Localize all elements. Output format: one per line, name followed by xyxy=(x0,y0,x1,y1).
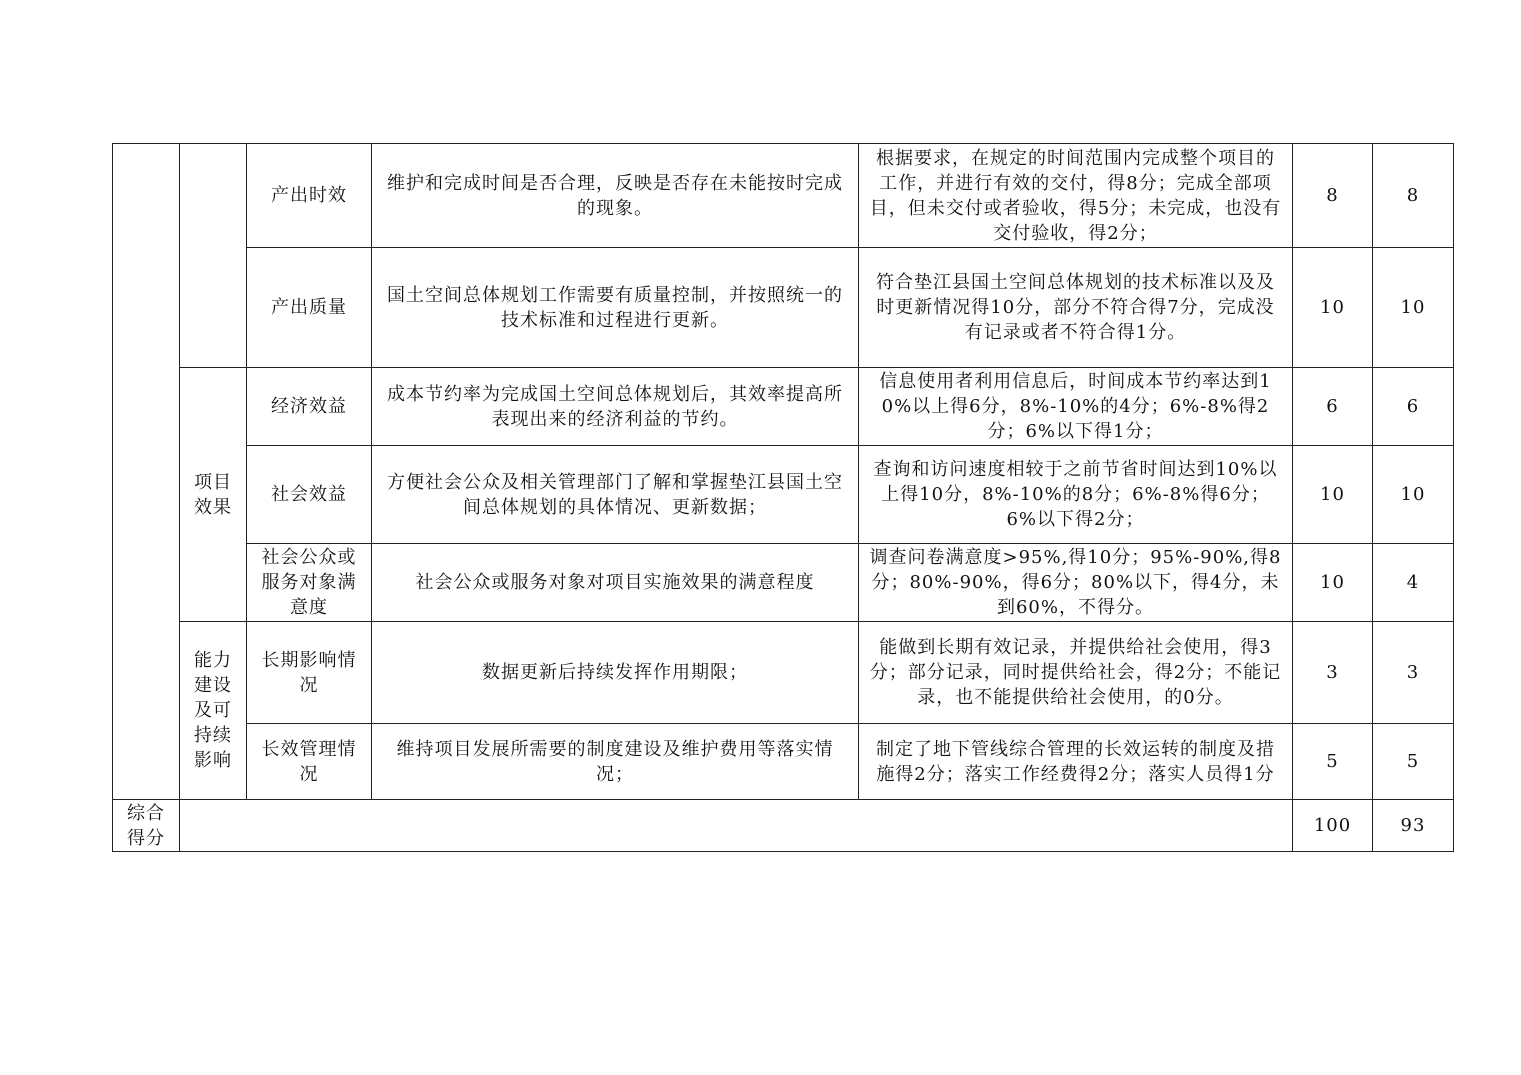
weight-cell: 10 xyxy=(1293,446,1373,544)
scoring-criteria-cell: 制定了地下管线综合管理的长效运转的制度及措施得2分；落实工作经费得2分；落实人员得1分 xyxy=(859,724,1293,800)
secondary-category-cell xyxy=(180,144,247,368)
scoring-criteria-cell: 信息使用者利用信息后，时间成本节约率达到10%以上得6分，8%-10%的4分；6%-8%得2分；6%以下得1分； xyxy=(859,368,1293,446)
score-cell: 4 xyxy=(1373,544,1454,622)
table-row xyxy=(113,144,1454,248)
scoring-criteria-cell: 能做到长期有效记录，并提供给社会使用，得3分；部分记录，同时提供给社会，得2分；不能记录，也不能提供给社会使用，的0分。 xyxy=(859,622,1293,724)
indicator-content-cell: 国土空间总体规划工作需要有质量控制，并按照统一的技术标准和过程进行更新。 xyxy=(372,248,859,368)
score-cell: 3 xyxy=(1373,622,1454,724)
scoring-criteria-cell: 根据要求，在规定的时间范围内完成整个项目的工作，并进行有效的交付，得8分；完成全部项目，但未交付或者验收，得5分；未完成，也没有交付验收，得2分； xyxy=(859,144,1293,248)
indicator-cell: 长效管理情况 xyxy=(247,724,372,800)
indicator-cell: 产出质量 xyxy=(247,248,372,368)
scoring-criteria-cell: 查询和访问速度相较于之前节省时间达到10%以上得10分，8%-10%的8分；6%-8%得6分；6%以下得2分； xyxy=(859,446,1293,544)
score-cell: 8 xyxy=(1373,144,1454,248)
total-blank-cell xyxy=(180,800,1293,852)
weight-cell: 10 xyxy=(1293,248,1373,368)
total-score-cell: 93 xyxy=(1373,800,1454,852)
weight-cell: 10 xyxy=(1293,544,1373,622)
score-cell: 6 xyxy=(1373,368,1454,446)
scoring-criteria-cell: 符合垫江县国土空间总体规划的技术标准以及及时更新情况得10分，部分不符合得7分，完成没有记录或者不符合得1分。 xyxy=(859,248,1293,368)
indicator-cell: 长期影响情况 xyxy=(247,622,372,724)
weight-cell: 6 xyxy=(1293,368,1373,446)
primary-category-cell xyxy=(113,144,180,800)
table-row xyxy=(113,724,1454,800)
indicator-content-cell: 方便社会公众及相关管理部门了解和掌握垫江县国土空间总体规划的具体情况、更新数据； xyxy=(372,446,859,544)
total-label-cell: 综合得分 xyxy=(113,800,180,852)
scoring-criteria-cell: 调查问卷满意度>95%,得10分；95%-90%,得8分；80%-90%，得6分；80%以下，得4分，未到60%，不得分。 xyxy=(859,544,1293,622)
total-row xyxy=(113,800,1454,852)
indicator-cell: 产出时效 xyxy=(247,144,372,248)
score-cell: 10 xyxy=(1373,248,1454,368)
table-row xyxy=(113,544,1454,622)
indicator-cell: 经济效益 xyxy=(247,368,372,446)
indicator-content-cell: 维持项目发展所需要的制度建设及维护费用等落实情况； xyxy=(372,724,859,800)
weight-cell: 5 xyxy=(1293,724,1373,800)
indicator-content-cell: 维护和完成时间是否合理，反映是否存在未能按时完成的现象。 xyxy=(372,144,859,248)
weight-cell: 8 xyxy=(1293,144,1373,248)
indicator-content-cell: 数据更新后持续发挥作用期限； xyxy=(372,622,859,724)
table-row xyxy=(113,446,1454,544)
table-row xyxy=(113,368,1454,446)
indicator-content-cell: 成本节约率为完成国土空间总体规划后，其效率提高所表现出来的经济利益的节约。 xyxy=(372,368,859,446)
performance-evaluation-table xyxy=(112,143,1454,852)
score-cell: 5 xyxy=(1373,724,1454,800)
indicator-cell: 社会公众或服务对象满意度 xyxy=(247,544,372,622)
score-cell: 10 xyxy=(1373,446,1454,544)
table-row xyxy=(113,248,1454,368)
group-label-cell: 项目效果 xyxy=(180,368,247,622)
indicator-cell: 社会效益 xyxy=(247,446,372,544)
table-row xyxy=(113,622,1454,724)
total-weight-cell: 100 xyxy=(1293,800,1373,852)
group-label-cell: 能力建设及可持续影响 xyxy=(180,622,247,800)
indicator-content-cell: 社会公众或服务对象对项目实施效果的满意程度 xyxy=(372,544,859,622)
weight-cell: 3 xyxy=(1293,622,1373,724)
